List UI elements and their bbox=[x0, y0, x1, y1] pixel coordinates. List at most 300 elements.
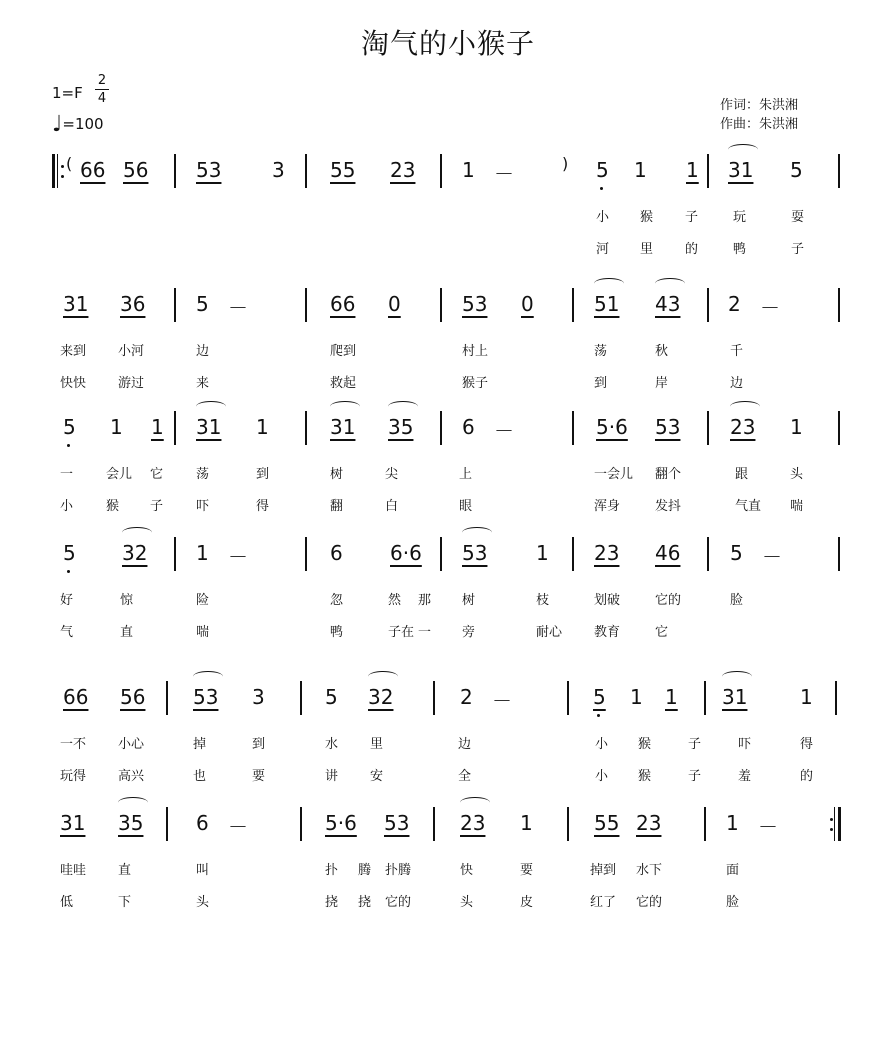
lyric-verse-1: 玩 bbox=[733, 210, 747, 225]
note-text: 5 bbox=[790, 158, 803, 182]
note-token bbox=[193, 685, 218, 709]
lyric-verse-2: 小 bbox=[60, 499, 74, 514]
note-text: 43 bbox=[655, 292, 681, 316]
lyric-verse-1: 它 bbox=[150, 467, 164, 482]
slur-mark bbox=[193, 671, 223, 682]
lyric-verse-2: 也 bbox=[193, 769, 207, 784]
note-text: 0 bbox=[521, 292, 534, 316]
note-token bbox=[593, 685, 606, 709]
note-token bbox=[196, 292, 209, 316]
note-text: 32 bbox=[122, 541, 148, 565]
note-text: 35 bbox=[118, 811, 144, 835]
tempo-value: =100 bbox=[62, 115, 104, 133]
lyric-verse-1: 翻个 bbox=[655, 467, 682, 482]
note-text: 55 bbox=[330, 158, 356, 182]
music-system-5 bbox=[0, 677, 896, 797]
note-token bbox=[118, 811, 143, 835]
tempo-marking bbox=[52, 112, 104, 137]
lyric-verse-2: 头 bbox=[196, 895, 210, 910]
lyric-verse-2: 气 bbox=[60, 625, 74, 640]
lyric-verse-1: 子 bbox=[685, 210, 699, 225]
bar-line bbox=[440, 411, 442, 445]
lyric-verse-2: 高兴 bbox=[118, 769, 145, 784]
lyric-verse-2: 得 bbox=[256, 499, 270, 514]
note-token bbox=[762, 541, 782, 570]
lyric-verse-1: 跟 bbox=[735, 467, 749, 482]
note-text: 5 bbox=[730, 541, 743, 565]
bar-line bbox=[707, 288, 709, 322]
note-text: 1 bbox=[256, 415, 269, 439]
lyric-verse-2: 全 bbox=[458, 769, 472, 784]
bar-line bbox=[572, 411, 574, 445]
lyric-verse-1: 荡 bbox=[196, 467, 210, 482]
repeat-dot bbox=[830, 828, 833, 831]
lyric-verse-1: 惊 bbox=[120, 593, 134, 608]
note-text: 31 bbox=[728, 158, 754, 182]
bar-line bbox=[838, 154, 840, 188]
note-token bbox=[228, 292, 248, 321]
quarter-note-icon: ♩ bbox=[52, 112, 63, 137]
note-token bbox=[596, 158, 609, 182]
lyric-verse-2: 来 bbox=[196, 376, 210, 391]
note-token bbox=[120, 292, 145, 316]
lyric-verse-2: 里 bbox=[640, 242, 654, 257]
note-token bbox=[594, 292, 619, 316]
note-token bbox=[462, 541, 487, 565]
note-text: 5 bbox=[596, 158, 609, 182]
lyric-verse-2: 耐心 bbox=[536, 625, 563, 640]
note-text: 3 bbox=[272, 158, 285, 182]
lyric-verse-2: 下 bbox=[118, 895, 132, 910]
note-token bbox=[730, 541, 743, 565]
bar-line bbox=[305, 154, 307, 188]
lyric-verse-1: 划破 bbox=[594, 593, 621, 608]
slur-mark bbox=[728, 144, 758, 155]
lyric-verse-2: 鸭 bbox=[733, 242, 747, 257]
lyric-verse-1: 头 bbox=[790, 467, 804, 482]
note-token bbox=[728, 292, 741, 316]
note-token bbox=[196, 158, 221, 182]
lyric-verse-2: 发抖 bbox=[655, 499, 682, 514]
note-text: 1 bbox=[686, 158, 699, 182]
slur-mark bbox=[462, 527, 492, 538]
note-token bbox=[384, 811, 409, 835]
note-text: － bbox=[228, 296, 248, 320]
lyric-verse-2: 一 bbox=[418, 625, 432, 640]
lyric-verse-1: 然 bbox=[388, 593, 402, 608]
lyric-verse-1: 扑腾 bbox=[385, 863, 412, 878]
lyric-verse-2: 吓 bbox=[196, 499, 210, 514]
note-token bbox=[665, 685, 678, 709]
note-token bbox=[462, 292, 487, 316]
note-token bbox=[630, 685, 643, 709]
note-token bbox=[228, 811, 248, 840]
lyric-verse-1: 好 bbox=[60, 593, 74, 608]
lyric-verse-1: 掉到 bbox=[590, 863, 617, 878]
lyric-verse-2: 它的 bbox=[636, 895, 663, 910]
lyric-verse-1: 险 bbox=[196, 593, 210, 608]
lyric-verse-2: 眼 bbox=[459, 499, 473, 514]
lyric-verse-1: 秋 bbox=[655, 344, 669, 359]
lyric-verse-1: 吓 bbox=[738, 737, 752, 752]
lyric-verse-1: 边 bbox=[458, 737, 472, 752]
note-token bbox=[330, 415, 355, 439]
lyric-verse-1: 小心 bbox=[118, 737, 145, 752]
note-text: 0 bbox=[388, 292, 401, 316]
note-token bbox=[655, 292, 680, 316]
lyric-verse-1: 忽 bbox=[330, 593, 344, 608]
note-text: 1 bbox=[726, 811, 739, 835]
lyric-verse-1: 到 bbox=[252, 737, 266, 752]
lyric-verse-1: 一 bbox=[60, 467, 74, 482]
lyric-verse-1: 水下 bbox=[636, 863, 663, 878]
end-repeat-thin bbox=[834, 807, 835, 841]
note-token bbox=[760, 292, 780, 321]
note-text: 23 bbox=[390, 158, 416, 182]
note-text: 3 bbox=[252, 685, 265, 709]
note-token bbox=[460, 811, 485, 835]
lyric-verse-2: 低 bbox=[60, 895, 74, 910]
note-text: 1 bbox=[151, 415, 164, 439]
octave-dot bbox=[600, 187, 603, 190]
note-text: 1 bbox=[520, 811, 533, 835]
note-text: 31 bbox=[60, 811, 86, 835]
note-text: 2 bbox=[460, 685, 473, 709]
note-token bbox=[63, 541, 76, 565]
note-text: 56 bbox=[120, 685, 146, 709]
lyric-verse-1: 快 bbox=[460, 863, 474, 878]
lyric-verse-1: 小河 bbox=[118, 344, 145, 359]
note-text: 66 bbox=[330, 292, 356, 316]
lyric-verse-2: 直 bbox=[120, 625, 134, 640]
bar-line bbox=[567, 807, 569, 841]
bar-line bbox=[707, 411, 709, 445]
bar-line bbox=[440, 154, 442, 188]
slur-mark bbox=[722, 671, 752, 682]
lyric-verse-1: 子 bbox=[688, 737, 702, 752]
bar-line bbox=[567, 681, 569, 715]
lyric-verse-1: 荡 bbox=[594, 344, 608, 359]
bar-line bbox=[835, 681, 837, 715]
repeat-dot bbox=[830, 818, 833, 821]
composer-credit: 作曲：朱洪湘 bbox=[720, 117, 799, 132]
bar-line bbox=[174, 537, 176, 571]
lyric-verse-1: 面 bbox=[726, 863, 740, 878]
note-text: 53 bbox=[384, 811, 410, 835]
note-text: － bbox=[494, 162, 514, 186]
note-token bbox=[120, 685, 145, 709]
note-token bbox=[151, 415, 164, 439]
lyric-verse-1: 哇哇 bbox=[60, 863, 87, 878]
bar-line bbox=[300, 681, 302, 715]
lyric-verse-2: 它 bbox=[655, 625, 669, 640]
bar-line bbox=[707, 537, 709, 571]
note-token bbox=[60, 811, 85, 835]
note-text: 5 bbox=[63, 541, 76, 565]
start-repeat-thin bbox=[57, 154, 58, 188]
bar-line bbox=[433, 807, 435, 841]
lyric-verse-2: 羞 bbox=[738, 769, 752, 784]
note-text: 46 bbox=[655, 541, 681, 565]
lyric-verse-2: 河 bbox=[596, 242, 610, 257]
lyric-verse-2: 脸 bbox=[726, 895, 740, 910]
lyric-verse-2: 猴子 bbox=[462, 376, 489, 391]
lyric-verse-1: 扑 bbox=[325, 863, 339, 878]
octave-dot bbox=[67, 444, 70, 447]
note-token bbox=[388, 292, 401, 316]
note-token bbox=[390, 541, 422, 565]
repeat-dot bbox=[61, 165, 64, 168]
lyric-verse-2: 皮 bbox=[520, 895, 534, 910]
bar-line bbox=[704, 807, 706, 841]
note-text: 31 bbox=[722, 685, 748, 709]
lyric-verse-1: 直 bbox=[118, 863, 132, 878]
note-text: 1 bbox=[630, 685, 643, 709]
lyric-verse-2: 喘 bbox=[790, 499, 804, 514]
note-text: 1 bbox=[790, 415, 803, 439]
lyric-verse-2: 要 bbox=[252, 769, 266, 784]
note-text: 5·6 bbox=[325, 811, 357, 835]
note-token bbox=[596, 415, 628, 439]
lyric-verse-1: 一不 bbox=[60, 737, 87, 752]
lyric-verse-1: 小 bbox=[595, 737, 609, 752]
lyric-verse-2: 白 bbox=[385, 499, 399, 514]
lyric-verse-2: 小 bbox=[595, 769, 609, 784]
note-token bbox=[790, 158, 803, 182]
note-text: 31 bbox=[196, 415, 222, 439]
note-token bbox=[196, 415, 221, 439]
note-text: － bbox=[762, 545, 782, 569]
song-title: 淘气的小猴子 bbox=[360, 27, 535, 60]
note-text: 53 bbox=[193, 685, 219, 709]
note-token bbox=[494, 158, 514, 187]
lyric-verse-2: 红了 bbox=[590, 895, 617, 910]
note-token bbox=[63, 685, 88, 709]
slur-mark bbox=[330, 401, 360, 412]
note-text: 1 bbox=[196, 541, 209, 565]
lyric-verse-1: 爬到 bbox=[330, 344, 357, 359]
lyric-verse-2: 喘 bbox=[196, 625, 210, 640]
lyric-verse-1: 腾 bbox=[358, 863, 372, 878]
note-token bbox=[521, 292, 534, 316]
lyric-verse-1: 树 bbox=[330, 467, 344, 482]
octave-dot bbox=[597, 714, 600, 717]
lyric-verse-2: 游过 bbox=[118, 376, 145, 391]
bar-line bbox=[572, 288, 574, 322]
music-system-3 bbox=[0, 407, 896, 527]
lyric-verse-2: 头 bbox=[460, 895, 474, 910]
bar-line bbox=[166, 807, 168, 841]
lyric-verse-2: 旁 bbox=[462, 625, 476, 640]
note-token bbox=[726, 811, 739, 835]
note-text: 5 bbox=[593, 685, 606, 709]
bar-line bbox=[572, 537, 574, 571]
note-text: 36 bbox=[120, 292, 146, 316]
bar-line bbox=[440, 288, 442, 322]
slur-mark bbox=[460, 797, 490, 808]
note-text: 53 bbox=[462, 292, 488, 316]
lyric-verse-1: 水 bbox=[325, 737, 339, 752]
note-token bbox=[462, 415, 475, 439]
slur-mark bbox=[655, 278, 685, 289]
note-text: － bbox=[760, 296, 780, 320]
key-signature: 1=F bbox=[52, 84, 83, 102]
lyric-verse-2: 岸 bbox=[655, 376, 669, 391]
repeat-dot bbox=[61, 175, 64, 178]
note-text: 23 bbox=[460, 811, 486, 835]
note-token bbox=[728, 158, 753, 182]
lyric-verse-1: 要 bbox=[520, 863, 534, 878]
note-token bbox=[330, 292, 355, 316]
octave-dot bbox=[67, 570, 70, 573]
note-token bbox=[325, 811, 357, 835]
note-token bbox=[730, 415, 755, 439]
note-text: 31 bbox=[330, 415, 356, 439]
lyric-verse-2: 鸭 bbox=[330, 625, 344, 640]
note-text: 5 bbox=[63, 415, 76, 439]
note-text: － bbox=[228, 815, 248, 839]
note-text: 5·6 bbox=[596, 415, 628, 439]
lyric-verse-2: 浑身 bbox=[594, 499, 621, 514]
note-text: － bbox=[492, 689, 512, 713]
note-token bbox=[196, 541, 209, 565]
slur-mark bbox=[122, 527, 152, 538]
note-token bbox=[460, 685, 473, 709]
lyric-verse-2: 讲 bbox=[325, 769, 339, 784]
note-text: 1 bbox=[536, 541, 549, 565]
lyric-verse-1: 枝 bbox=[536, 593, 550, 608]
note-token bbox=[110, 415, 123, 439]
end-repeat-thick bbox=[838, 807, 841, 841]
note-token bbox=[594, 541, 619, 565]
lyric-verse-1: 会儿 bbox=[106, 467, 133, 482]
lyric-verse-1: 它的 bbox=[655, 593, 682, 608]
bar-line bbox=[838, 288, 840, 322]
note-text: － bbox=[758, 815, 778, 839]
note-token bbox=[790, 415, 803, 439]
bar-line bbox=[166, 681, 168, 715]
lyric-verse-1: 小 bbox=[596, 210, 610, 225]
note-text: 53 bbox=[196, 158, 222, 182]
lyricist-credit: 作词：朱洪湘 bbox=[720, 98, 799, 113]
lyric-verse-2: 边 bbox=[730, 376, 744, 391]
note-text: 35 bbox=[388, 415, 414, 439]
lyric-verse-1: 一会儿 bbox=[594, 467, 634, 482]
lyric-verse-1: 猴 bbox=[638, 737, 652, 752]
lyric-verse-2: 玩得 bbox=[60, 769, 87, 784]
note-token bbox=[368, 685, 393, 709]
music-system-4 bbox=[0, 533, 896, 653]
lyric-verse-2: 安 bbox=[370, 769, 384, 784]
note-text: 6 bbox=[196, 811, 209, 835]
note-token bbox=[594, 811, 619, 835]
note-token bbox=[536, 541, 549, 565]
lyric-verse-2: 子在 bbox=[388, 625, 415, 640]
slur-mark bbox=[388, 401, 418, 412]
note-token bbox=[636, 811, 661, 835]
lyric-verse-2: 救起 bbox=[330, 376, 357, 391]
start-repeat-thick bbox=[52, 154, 55, 188]
note-token bbox=[196, 811, 209, 835]
note-text: 6 bbox=[330, 541, 343, 565]
slur-mark bbox=[594, 278, 624, 289]
note-text: 1 bbox=[110, 415, 123, 439]
slur-mark bbox=[368, 671, 398, 682]
lyric-verse-2: 教育 bbox=[594, 625, 621, 640]
note-text: 23 bbox=[636, 811, 662, 835]
note-token bbox=[686, 158, 699, 182]
note-token bbox=[122, 541, 147, 565]
slur-mark bbox=[118, 797, 148, 808]
note-token bbox=[462, 158, 475, 182]
lyric-verse-1: 来到 bbox=[60, 344, 87, 359]
note-text: 6 bbox=[462, 415, 475, 439]
note-token bbox=[655, 541, 680, 565]
lyric-verse-1: 千 bbox=[730, 344, 744, 359]
lyric-verse-2: 挠 bbox=[325, 895, 339, 910]
note-token bbox=[272, 158, 285, 182]
lyric-verse-2: 的 bbox=[800, 769, 814, 784]
bar-line bbox=[305, 288, 307, 322]
bar-line bbox=[174, 154, 176, 188]
lyric-verse-2: 挠 bbox=[358, 895, 372, 910]
lyric-verse-2: 猴 bbox=[638, 769, 652, 784]
note-token bbox=[800, 685, 813, 709]
note-token bbox=[63, 415, 76, 439]
note-token bbox=[228, 541, 248, 570]
note-token bbox=[330, 541, 343, 565]
note-text: 2 bbox=[728, 292, 741, 316]
note-token bbox=[634, 158, 647, 182]
lyric-verse-1: 尖 bbox=[385, 467, 399, 482]
lyric-verse-2: 的 bbox=[685, 242, 699, 257]
lyric-verse-2: 快快 bbox=[60, 376, 87, 391]
bar-line bbox=[174, 288, 176, 322]
note-text: 5 bbox=[325, 685, 338, 709]
lyric-verse-1: 到 bbox=[256, 467, 270, 482]
lyric-verse-2: 翻 bbox=[330, 499, 344, 514]
music-system-1 bbox=[0, 150, 896, 270]
note-text: 1 bbox=[800, 685, 813, 709]
note-text: － bbox=[494, 419, 514, 443]
lyric-verse-2: 气直 bbox=[735, 499, 762, 514]
note-text: － bbox=[228, 545, 248, 569]
bar-line bbox=[707, 154, 709, 188]
note-text: 6·6 bbox=[390, 541, 422, 565]
note-text: 23 bbox=[730, 415, 756, 439]
note-text: 1 bbox=[665, 685, 678, 709]
music-system-6 bbox=[0, 803, 896, 923]
time-signature bbox=[95, 72, 109, 107]
note-token bbox=[758, 811, 778, 840]
bar-line bbox=[838, 411, 840, 445]
note-text: 32 bbox=[368, 685, 394, 709]
lyric-verse-1: 掉 bbox=[193, 737, 207, 752]
lyric-verse-1: 上 bbox=[459, 467, 473, 482]
note-token bbox=[80, 158, 105, 182]
note-token bbox=[388, 415, 413, 439]
bar-line bbox=[704, 681, 706, 715]
note-token bbox=[492, 685, 512, 714]
note-text: 56 bbox=[123, 158, 149, 182]
note-token bbox=[722, 685, 747, 709]
close-paren: ) bbox=[562, 154, 569, 173]
note-text: 23 bbox=[594, 541, 620, 565]
lyric-verse-1: 得 bbox=[800, 737, 814, 752]
note-token bbox=[390, 158, 415, 182]
bar-line bbox=[305, 411, 307, 445]
lyric-verse-2: 它的 bbox=[385, 895, 412, 910]
